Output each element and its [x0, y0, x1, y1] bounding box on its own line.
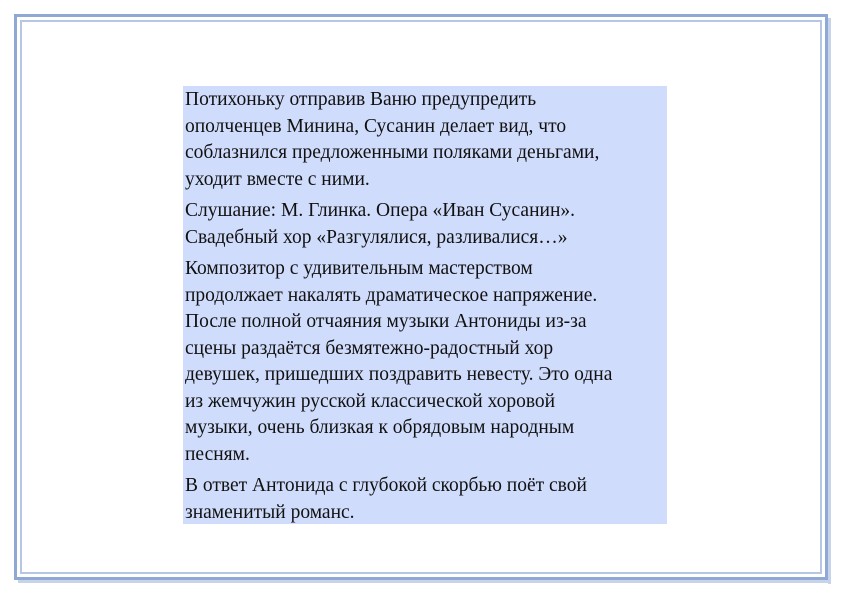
frame-shadow-right: [828, 18, 831, 584]
paragraph-composer: Композитор с удивительным мастерством продолжает накалять драматическое напряжение. После полной отчаяния музыки Антониды из-за сцены раздаётся безмятежно-радостный хор девушек, пришедших поздравить невесту. Это одна из жемчужин русской классической хоровой музыки, очень близкая к обрядовым народным песням.: [185, 258, 613, 465]
paragraph-listening: Слушание: М. Глинка. Опера «Иван Сусанин». Свадебный хор «Разгулялися, разливалися…»: [185, 200, 576, 248]
slide-text-block: [183, 86, 667, 524]
paragraph-antonida-romance: В ответ Антонида с глубокой скорбью поёт свой знаменитый романс.: [185, 475, 587, 523]
paragraph-susanin-plot: Потихоньку отправив Ваню предупредить ополченцев Минина, Сусанин делает вид, что соблазнился предложенными поляками деньгами, уходит вместе с ними.: [185, 89, 600, 190]
frame-shadow-bottom: [18, 580, 831, 583]
